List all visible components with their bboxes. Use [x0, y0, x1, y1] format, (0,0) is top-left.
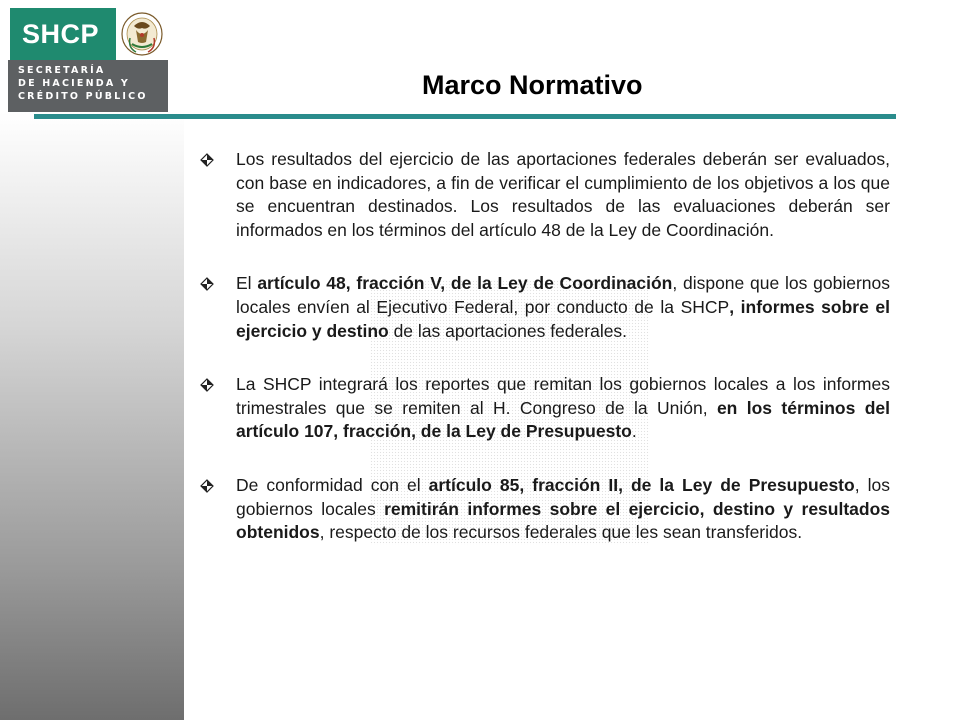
bullet-text-bold: artículo 48, fracción V, de la Ley de Coordinación	[257, 273, 673, 294]
logo-line: DE HACIENDA Y	[18, 78, 130, 89]
title-divider	[34, 114, 896, 119]
mexican-coat-of-arms-icon	[118, 8, 166, 60]
bullet-text-run: , los gobiernos locales	[236, 474, 890, 519]
bullet-text-run: El	[236, 273, 258, 294]
bullet-text	[236, 475, 890, 542]
page-title: Marco Normativo	[422, 70, 643, 100]
bullet-item	[200, 148, 890, 242]
bullet-item	[200, 474, 890, 545]
logo-line: SECRETARÍA	[18, 65, 106, 76]
diamond-bullet-icon	[200, 153, 214, 167]
bullet-text-run: , dispone que los gobiernos locales envíen al Ejecutivo Federal, por conducto de la SHCP	[236, 273, 890, 317]
bullet-text-run: de las aportaciones federales.	[388, 320, 628, 341]
bullet-text-run: Los resultados del ejercicio de las aportaciones federales deberán ser evaluados, con base en indicadores, a fin de verificar el cumplimiento de los objetivos a los que se encuentran destinados. Los resultados de las evaluaciones deberán ser informados en los términos del artículo 48 de la Ley de Coordinación.	[236, 149, 890, 240]
bullet-text-bold: , informes sobre el ejercicio y destino	[236, 296, 890, 341]
diamond-bullet-icon	[200, 479, 214, 493]
logo-acronym: SHCP	[22, 19, 100, 49]
bullet-text-run: , respecto de los recursos federales que les sean transferidos.	[319, 522, 803, 543]
bullet-text-bold: remitirán informes sobre el ejercicio, destino y resultados obtenidos	[236, 498, 891, 543]
logo-line: CRÉDITO PÚBLICO	[18, 91, 148, 102]
bullet-list	[200, 148, 890, 545]
logo-acronym-box	[10, 8, 116, 60]
diamond-bullet-icon	[200, 378, 214, 392]
logo-text-lines	[18, 64, 148, 103]
bullet-text	[236, 149, 890, 240]
diamond-bullet-icon	[200, 277, 214, 291]
bullet-text-run: .	[631, 421, 637, 442]
bullet-text	[236, 273, 890, 340]
shcp-logo	[8, 6, 168, 112]
bullet-item	[200, 272, 890, 343]
bullet-text	[236, 374, 890, 441]
left-gradient-panel	[0, 112, 184, 720]
bullet-text-run: De conformidad con el	[236, 474, 429, 495]
bullet-text-run: La SHCP integrará los reportes que remitan los gobiernos locales a los informes trimestrales que se remiten al H. Congreso de la Unión,	[236, 374, 890, 418]
bullet-text-bold: en los términos del artículo 107, fracción, de la Ley de Presupuesto	[236, 397, 890, 442]
bullet-item	[200, 373, 890, 444]
bullet-text-bold: artículo 85, fracción II, de la Ley de Presupuesto	[428, 474, 855, 495]
